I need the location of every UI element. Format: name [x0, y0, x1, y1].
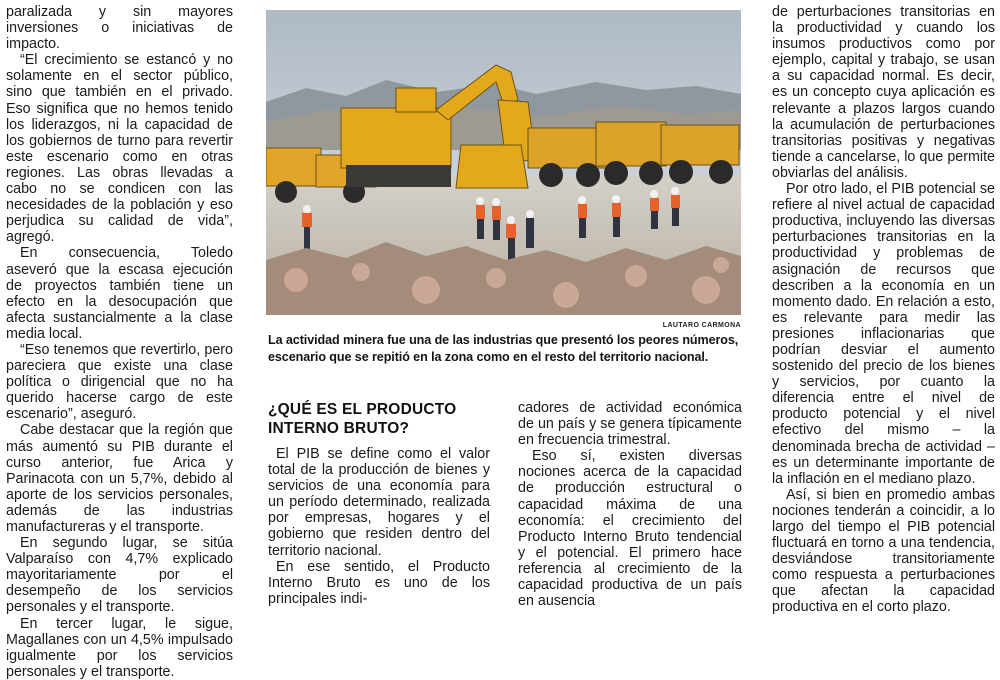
sidebar-heading [268, 400, 490, 438]
mining-scene-illustration [266, 10, 741, 315]
mining-photo [266, 10, 741, 315]
paragraph: “Eso tenemos que revertirlo, pero pareciera que existe una clase política o dirigencial que no ha querido hacerse cargo de este escenario”, aseguró. [6, 341, 233, 423]
paragraph: “El crecimiento se estancó y no solamente en el sector público, sino que también en el privado. Eso significa que no hemos tenido los liderazgos, ni la capacidad de los gobiernos de turno para revertir este escenario como en otras regiones. Las obras llevadas a cabo no se condicen con las necesidades de la población y eso perjudica su calidad de vida”, agregó. [6, 52, 233, 246]
article-column-1 [6, 4, 233, 680]
sidebar-heading-line-2: INTERNO BRUTO? [268, 420, 410, 437]
paragraph: El PIB se define como el valor total de la producción de bienes y servicios de una economía para un período determinado, realizada por empresas, hogares y el gobierno que residen dentro del territorio nacional. [268, 446, 490, 559]
paragraph: En consecuencia, Toledo aseveró que la escasa ejecución de proyectos también tiene un efecto en la desocupación que afecta sustancialmente a la clase media local. [6, 245, 233, 342]
paragraph: Eso sí, existen diversas nociones acerca de la capacidad de producción estructural o capacidad máxima de una economía: el crecimiento del Producto Interno Bruto tendencial y el potencial. El primero hace referencia al crecimiento de la capacidad productiva de un país en ausencia [518, 448, 742, 610]
paragraph: paralizada y sin mayores inversiones o iniciativas de impacto. [6, 4, 233, 53]
sidebar-heading-line-1: ¿QUÉ ES EL PRODUCTO [268, 401, 457, 418]
sidebar-column-1 [268, 400, 490, 607]
photo-caption: La actividad minera fue una de las industrias que presentó los peores números, escenario que se repitió en la zona como en el resto del territorio nacional. [268, 333, 739, 364]
paragraph: cadores de actividad económica de un país y se genera típicamente en frecuencia trimestral. [518, 400, 742, 449]
paragraph: En tercer lugar, le sigue, Magallanes con un 4,5% impulsado igualmente por los servicios personales y el transporte. [6, 615, 233, 680]
paragraph: Así, si bien en promedio ambas nociones tenderán a coincidir, a lo largo del tiempo el PIB potencial fluctuará en torno a una tendencia, desviándose transitoriamente como respuesta a perturbaciones que afectan la capacidad productiva en el corto plazo. [772, 486, 995, 616]
paragraph: Por otro lado, el PIB potencial se refiere al nivel actual de capacidad productiva, incluyendo las diversas perturbaciones transitorias en la productividad y problemas de asignación de recursos que describen a la economía en un momento dado. En relación a esto, es relevante para medir las presiones inflacionarias que podrían desviar el aumento sostenido del precio de los bienes y servicios, por cuanto la diferencia entre el nivel de producto potencial y el nivel efectivo del mismo – la denominada brecha de actividad – es un determinante importante de la inflación en el mediano plazo. [772, 181, 995, 487]
paragraph: En ese sentido, el Producto Interno Bruto es uno de los principales indi- [268, 558, 490, 607]
photo-credit: LAUTARO CARMONA [662, 322, 741, 329]
article-column-4 [772, 4, 995, 616]
sidebar-column-2 [518, 400, 742, 609]
paragraph: Cabe destacar que la región que más aumentó su PIB durante el curso anterior, fue Arica y Parinacota con un 5,7%, debido al aporte de los servicios personales, además de las industrias manufactureras y el transporte. [6, 422, 233, 535]
paragraph: de perturbaciones transitorias en la productividad y cuando los insumos productivos como por ejemplo, capital y trabajo, se usan a su capacidad normal. Es decir, es un concepto cuya aplicación es relevante a plazos largos cuando la acumulación de perturbaciones transitorias positivas y negativas tiende a cancelarse, lo que permite obviarlas del análisis. [772, 4, 995, 181]
paragraph: En segundo lugar, se sitúa Valparaíso con 4,7% explicado mayoritariamente por el desempeño de los servicios personales y el transporte. [6, 535, 233, 616]
